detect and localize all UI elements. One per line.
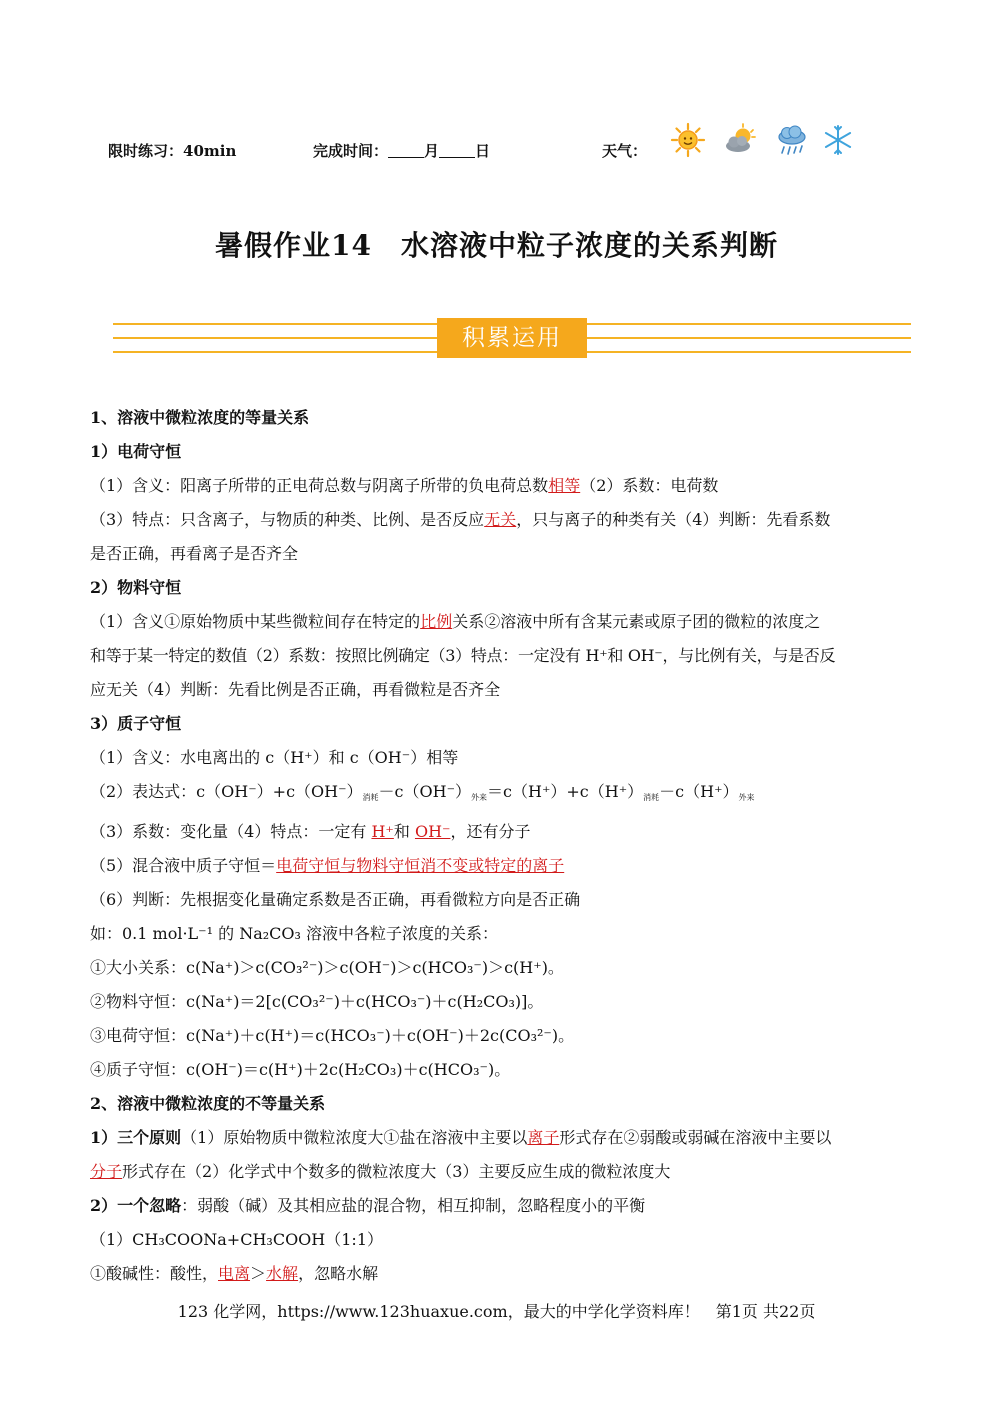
paragraph-line: （5）混合液中质子守恒＝电荷守恒与物料守恒消不变或特定的离子 [90,856,565,875]
page-title: 暑假作业14 水溶液中粒子浓度的关系判断 [215,229,778,262]
paragraph-line: （1）含义：水电离出的 c（H⁺）和 c（OH⁻）相等 [90,748,459,767]
section-banner [113,318,911,358]
document-body [90,401,905,1291]
example-line: 如：0.1 mol·L⁻¹ 的 Na₂CO₃ 溶液中各粒子浓度的关系： [90,924,499,943]
paragraph-line: （1）含义：阳离子所带的正电荷总数与阴离子所带的负电荷总数相等（2）系数：电荷数 [90,476,719,495]
subsection-heading: 1）电荷守恒 [90,442,182,461]
completion-time [313,140,490,161]
highlight-answer: 无关 [484,510,517,529]
formula-line: ①大小关系：c(Na⁺)＞c(CO₃²⁻)＞c(OH⁻)＞c(HCO₃⁻)＞c(H⁺)。 [90,958,564,977]
paragraph-line: （3）特点：只含离子，与物质的种类、比例、是否反应无关，只与离子的种类有关（4）判断：先看系数 [90,510,831,529]
paragraph-line: 应无关（4）判断：先看比例是否正确，再看微粒是否齐全 [90,680,501,699]
month-blank [388,143,424,158]
rain-cloud-icon [774,122,810,158]
paragraph-line: 是否正确，再看离子是否齐全 [90,544,299,563]
day-label: 日 [475,142,491,160]
highlight-answer: 比例 [420,612,453,631]
snowflake-icon [820,122,856,158]
sun-icon [670,122,706,158]
highlight-answer: 水解 [266,1264,299,1283]
paragraph-line: （1）含义①原始物质中某些微粒间存在特定的比例关系②溶液中所有含某元素或原子团的微粒的浓度之 [90,612,821,631]
paragraph-line: （3）系数：变化量（4）特点：一定有 H⁺和 OH⁻，还有分子 [90,822,531,841]
subsection-heading: 3）质子守恒 [90,714,182,733]
highlight-answer: 离子 [527,1128,560,1147]
formula-line: ②物料守恒：c(Na⁺)＝2[c(CO₃²⁻)＋c(HCO₃⁻)＋c(H₂CO₃)]。 [90,992,544,1011]
formula-line: （2）表达式：c（OH⁻）+c（OH⁻）消耗－c（OH⁻）外来＝c（H⁺）+c（H⁺）消耗－c（H⁺）外来 [90,782,755,802]
subsection-heading: 2）物料守恒 [90,578,182,597]
formula-line: ④质子守恒：c(OH⁻)＝c(H⁺)＋2c(H₂CO₃)＋c(HCO₃⁻)。 [90,1060,511,1079]
highlight-answer: OH⁻ [414,822,451,841]
formula-line: ③电荷守恒：c(Na⁺)＋c(H⁺)＝c(HCO₃⁻)＋c(OH⁻)＋2c(CO₃²⁻)。 [90,1026,575,1045]
paragraph-line: 2）一个忽略：弱酸（碱）及其相应盐的混合物，相互抑制，忽略程度小的平衡 [90,1196,646,1215]
day-blank [439,143,475,158]
paragraph-line: 和等于某一特定的数值（2）系数：按照比例确定（3）特点：一定没有 H⁺和 OH⁻，与比例有关，与是否反 [90,646,836,665]
highlight-answer: 分子 [90,1162,123,1181]
highlight-answer: 电离 [218,1264,251,1283]
highlight-answer: 相等 [548,476,581,495]
completion-label: 完成时间： [313,142,389,160]
time-limit: 限时练习：40min [108,142,237,160]
highlight-answer: 电荷守恒与物料守恒消不变或特定的离子 [276,856,565,875]
partly-cloudy-icon [722,122,758,158]
page-footer: 123 化学网，https://www.123huaxue.com，最大的中学化学资料库！ 第1页 共22页 [177,1302,816,1321]
paragraph-line: 1）三个原则（1）原始物质中微粒浓度大①盐在溶液中主要以离子形式存在②弱酸或弱碱在溶液中主要以 [90,1128,832,1147]
banner-label: 积累运用 [437,318,587,358]
section-heading: 1、溶液中微粒浓度的等量关系 [90,408,310,427]
formula-line: （1）CH₃COONa+CH₃COOH（1:1） [90,1230,384,1249]
paragraph-line: ①酸碱性：酸性，电离＞水解，忽略水解 [90,1264,379,1283]
section-heading: 2、溶液中微粒浓度的不等量关系 [90,1094,326,1113]
month-label: 月 [424,142,440,160]
paragraph-line: （6）判断：先根据变化量确定系数是否正确，再看微粒方向是否正确 [90,890,581,909]
highlight-answer: H⁺ [371,822,394,841]
weather-label: 天气： [602,142,648,160]
paragraph-line: 分子形式存在（2）化学式中个数多的微粒浓度大（3）主要反应生成的微粒浓度大 [90,1162,671,1181]
